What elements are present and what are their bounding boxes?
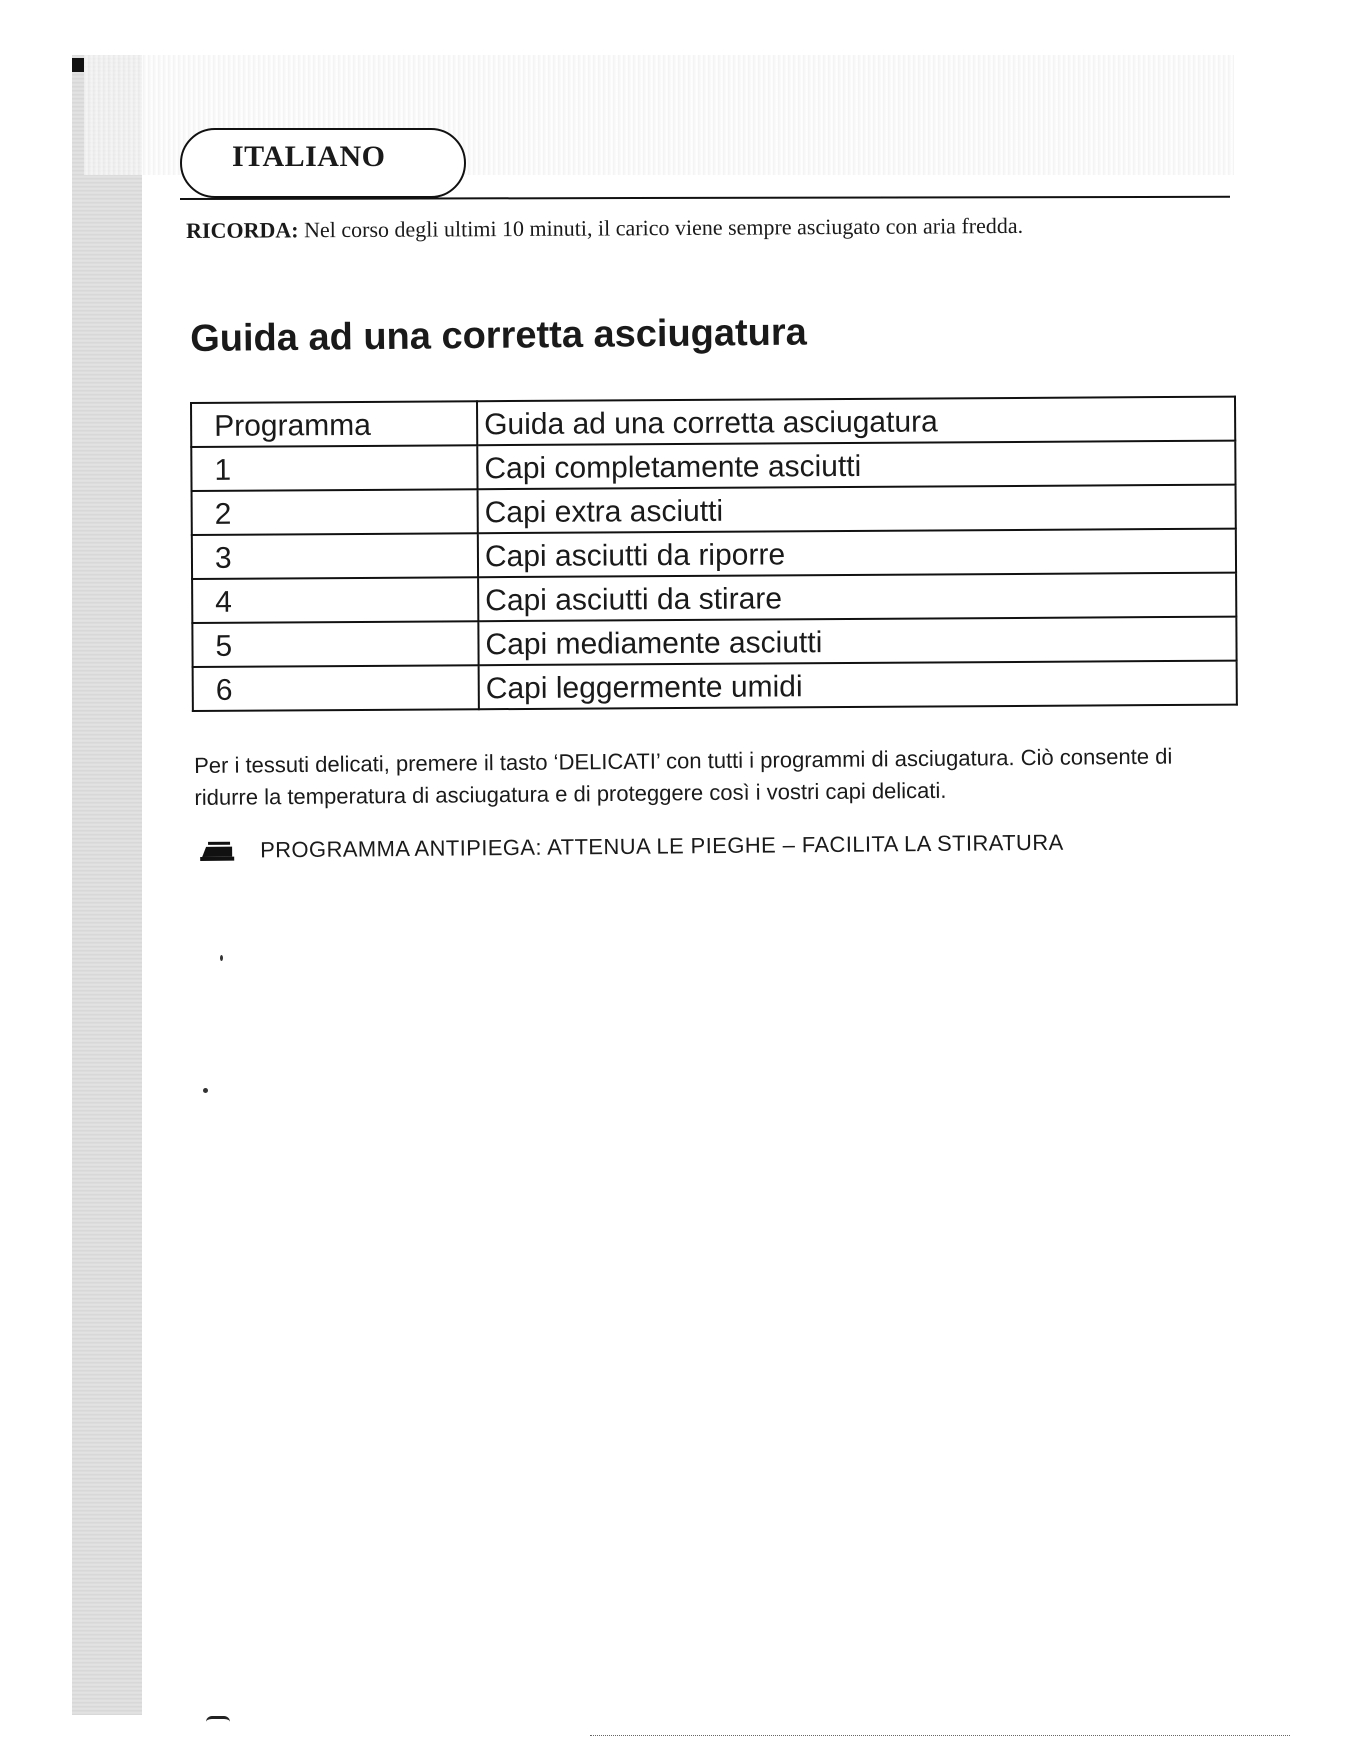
program-number: 3 — [192, 533, 478, 579]
program-description: Capi leggermente umidi — [479, 661, 1237, 710]
table-row — [191, 441, 1235, 491]
reminder-label: RICORDA: — [186, 217, 299, 243]
footer-divider — [590, 1735, 1290, 1736]
antipiega-line — [198, 830, 1064, 864]
delicate-fabrics-note: Per i tessuti delicati, premere il tasto ‘DELICATI’ con tutti i programmi di asciugatura. Ciò consente di ridurre la temperatura di asciugatura e di proteggere così i vostri capi delicati. — [194, 743, 1173, 810]
program-description: Capi asciutti da stirare — [478, 573, 1236, 622]
program-number: 4 — [192, 577, 478, 623]
scan-speck — [203, 1088, 208, 1093]
scan-speck — [220, 955, 223, 961]
reminder-note — [186, 208, 1226, 248]
section-title: Guida ad una corretta asciugatura — [190, 311, 808, 360]
scan-shadow-band — [72, 55, 142, 1715]
program-description: Capi completamente asciutti — [477, 441, 1235, 490]
program-number: 5 — [192, 621, 478, 667]
table-row — [192, 573, 1236, 623]
program-number: 2 — [192, 489, 478, 535]
reminder-text: Nel corso degli ultimi 10 minuti, il carico viene sempre asciugato con aria fredda. — [298, 212, 1024, 243]
iron-icon — [198, 839, 238, 863]
table-row — [192, 485, 1236, 535]
program-number: 6 — [193, 665, 479, 711]
corner-mark — [72, 58, 84, 72]
program-number: 1 — [191, 445, 477, 491]
program-description: Capi extra asciutti — [478, 485, 1236, 534]
program-description: Capi asciutti da riporre — [478, 529, 1236, 578]
table-row — [192, 529, 1236, 579]
table-row — [192, 617, 1236, 667]
drying-guide-table-wrapper — [190, 396, 1238, 712]
header-program: Programma — [191, 401, 477, 447]
language-label: ITALIANO — [232, 140, 386, 173]
header-guide: Guida ad una corretta asciugatura — [477, 397, 1235, 446]
antipiega-text: PROGRAMMA ANTIPIEGA: ATTENUA LE PIEGHE – FACILITA LA STIRATURA — [259, 829, 1064, 863]
program-description: Capi mediamente asciutti — [478, 617, 1236, 666]
table-row — [193, 661, 1237, 711]
drying-guide-table — [190, 396, 1238, 712]
table-header-row — [191, 397, 1235, 447]
page-number-fragment — [206, 1716, 230, 1725]
